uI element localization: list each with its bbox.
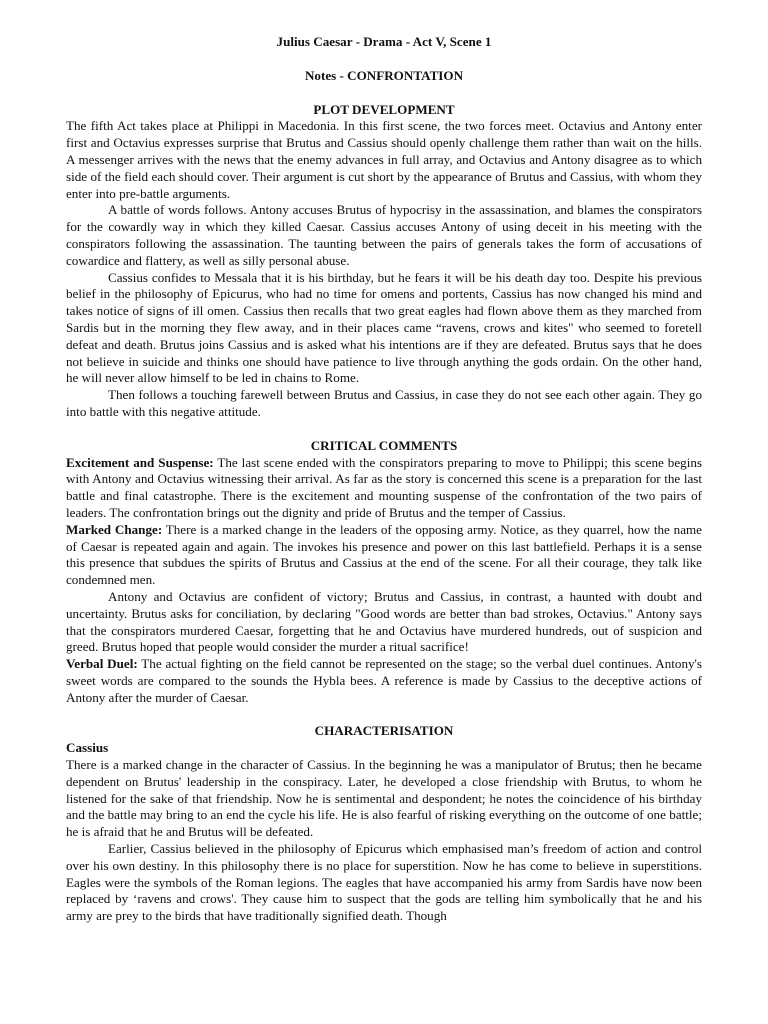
verbal-duel-text: The actual fighting on the field cannot be represented on the stage; so the verbal duel continues. Antony's sweet words are compared to the sounds the Hybla bees. A reference is made by Cassius to the deceptive actions of Antony after the murder of Caesar. [66, 656, 702, 705]
critical-comments-heading: CRITICAL COMMENTS [310, 437, 458, 453]
verbal-duel-lead: Verbal Duel: [66, 656, 138, 672]
cassius-heading: Cassius [66, 740, 109, 756]
verbal-duel-paragraph [66, 656, 702, 706]
marked-change-text: There is a marked change in the leaders of the opposing army. Notice, as they quarrel, how the name of Caesar is repeated again and again. The invokes his presence and power on this last battlefield. Perhaps it is a sense this presence that subdues the spirits of Brutus and Cassius at the end of the scene. For all their courage, they talk like condemned men. [66, 521, 702, 588]
document-subtitle: Notes - CONFRONTATION [304, 67, 464, 83]
marked-change-lead: Marked Change: [66, 521, 163, 537]
plot-development-heading: PLOT DEVELOPMENT [313, 101, 455, 117]
characterisation-heading: CHARACTERISATION [314, 723, 454, 739]
plot-paragraph-3: Cassius confides to Messala that it is his birthday, but he fears it will be his death day too. Despite his previous belief in the philosophy of Epicurus, who had no time for omens and portents, Cassius has now changed his mind and takes notice of signs of ill omen. Cassius then recalls that two great eagles had flown above them as they marched from Sardis but in the morning they flew away, and in their places came “ravens, crows and kites" who seemed to foretell defeat and death. Brutus joins Cassius and is asked what his intentions are if they are defeated. Brutus says that he does not believe in suicide and thinks one should have patience to live through anything the gods ordain. On the other hand, he will never allow himself to be led in chains to Rome. [66, 269, 702, 386]
excitement-lead: Excitement and Suspense: [66, 454, 214, 470]
confident-paragraph: Antony and Octavius are confident of victory; Brutus and Cassius, in contrast, a haunted with doubt and uncertainty. Brutus asks for conciliation, by declaring "Good words are better than bad strokes, Octavius." Antony says that the conspirators murdered Caesar, forgetting that he and Octavius have murdered hundreds, out of suspicion and greed. Brutus hoped that people would consider the murder a ritual sacrifice! [66, 588, 702, 655]
excitement-paragraph [66, 455, 702, 522]
document-title: Julius Caesar - Drama - Act V, Scene 1 [276, 34, 492, 49]
excitement-text: The last scene ended with the conspirators preparing to move to Philippi; this scene begins with Antony and Octavius witnessing their arrival. As far as the story is concerned this scene is a preparation for the last battle and final catastrophe. There is the excitement and mounting suspense of the confrontation of the two pairs of leaders. The confrontation brings out the dignity and pride of Brutus and the temper of Cassius. [66, 454, 702, 520]
plot-paragraph-1: The fifth Act takes place at Philippi in Macedonia. In this first scene, the two forces meet. Octavius and Antony enter first and Octavius expresses surprise that Brutus and Cassius should openly challenge them rather than wait on the hills. A messenger arrives with the news that the enemy advances in full array, and Octavius and Antony disagree as to which side of the field each should cover. Their argument is cut short by the appearance of Brutus and Cassius, with whom they enter into pre-battle arguments. [66, 118, 702, 201]
cassius-paragraph-2: Earlier, Cassius believed in the philosophy of Epicurus which emphasised man’s freedom of action and control over his own destiny. In this philosophy there is no place for superstition. Now he has come to believe in superstitions. Eagles were the symbols of the Roman legions. The eagles that have accompanied his army from Sardis have now been replaced by ‘ravens and crows'. They cause him to suspect that the gods are telling him symbolically that he and his army are prey to the birds that have traditionally signified death. Though [66, 841, 702, 924]
marked-change-paragraph [66, 522, 702, 589]
cassius-paragraph-1: There is a marked change in the character of Cassius. In the beginning he was a manipulator of Brutus; then he became dependent on Brutus' leadership in the conspiracy. Later, he developed a close friendship with Brutus, to whom he listened for the sake of that friendship. Now he is sentimental and despondent; he notes the coincidence of his birthday and the battle may bring to an end the cycle his life. He is also fearful of risking everything on the outcome of one battle; he is afraid that he and Brutus will be defeated. [66, 757, 702, 840]
plot-paragraph-4: Then follows a touching farewell between Brutus and Cassius, in case they do not see each other again. They go into battle with this negative attitude. [66, 387, 702, 419]
plot-paragraph-2: A battle of words follows. Antony accuses Brutus of hypocrisy in the assassination, and blames the conspirators for the cowardly way in which they killed Caesar. Cassius accuses Antony of using deceit in his meeting with the conspirators following the assassination. The taunting between the pairs of generals takes the form of accusations of cowardice and flattery, as well as silly personal abuse. [66, 202, 702, 268]
